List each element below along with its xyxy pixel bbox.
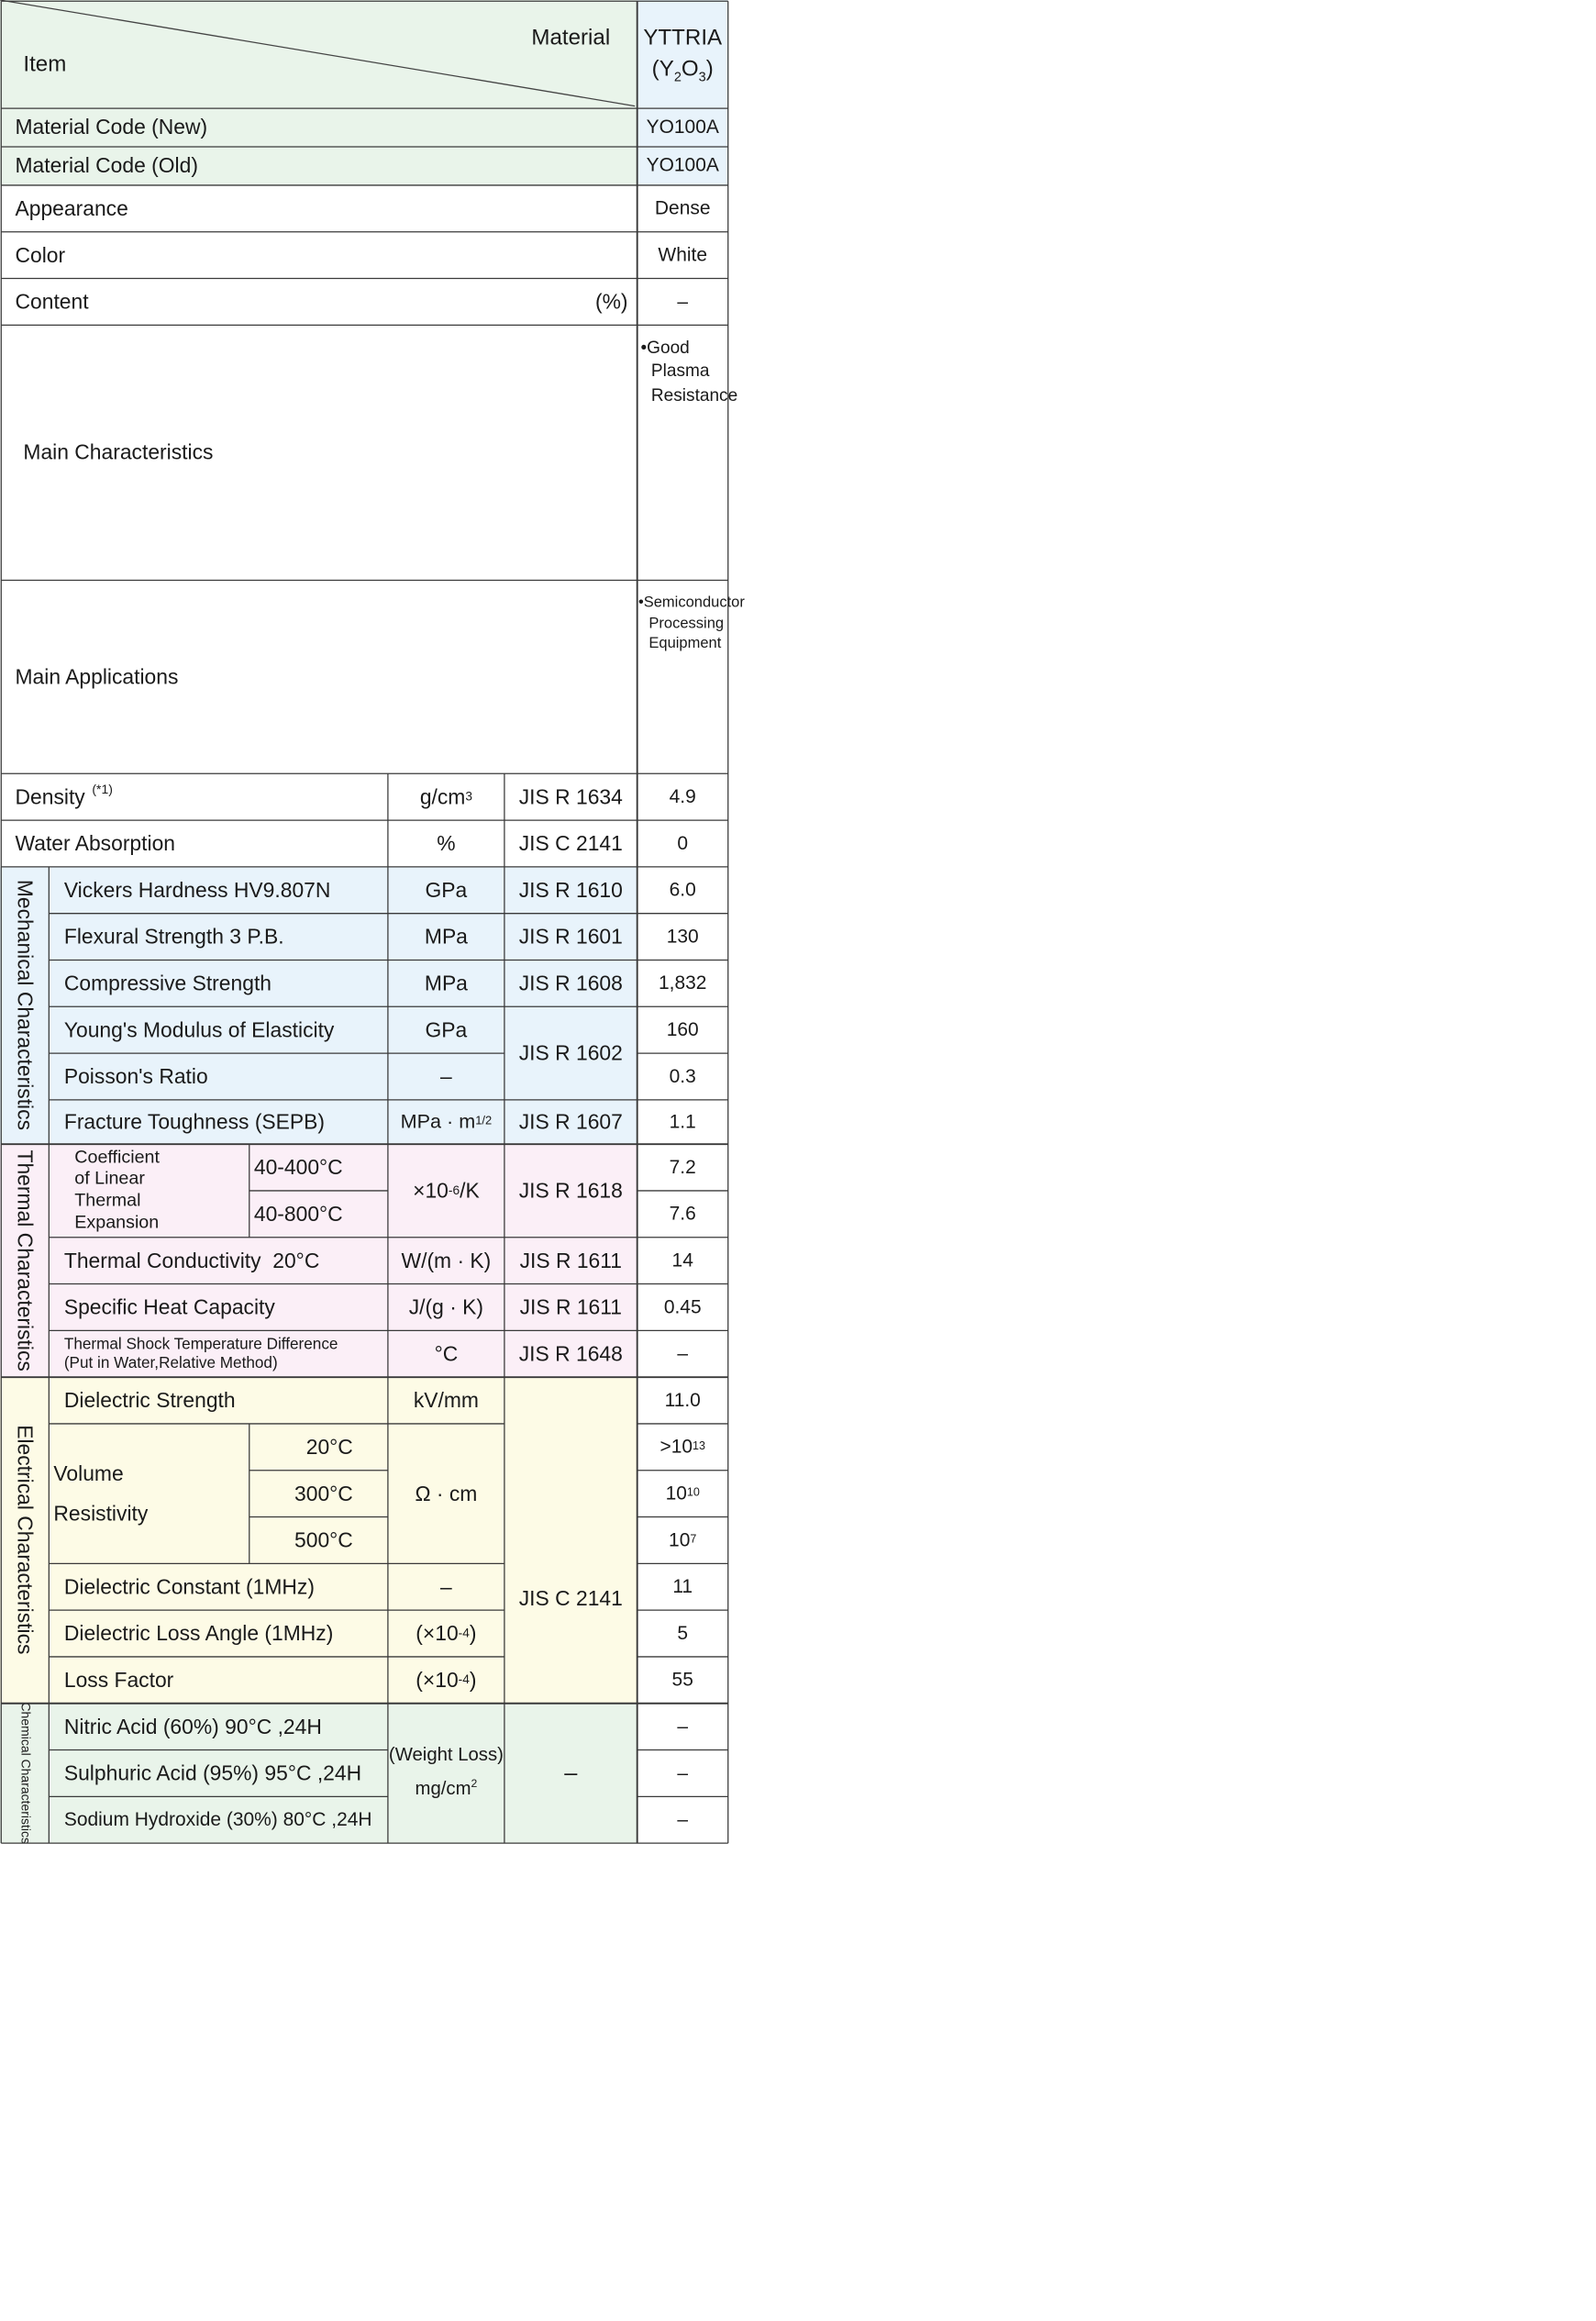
appearance-value: Dense [637,185,728,232]
sodium-hydroxide-label: Sodium Hydroxide (30%) 80°C ,24H [49,1796,388,1843]
main-characteristics-line: Resistance [650,384,738,405]
dielectric-loss-angle-unit: (×10 -4 ) [388,1610,504,1657]
compressive-unit: MPa [388,960,504,1006]
specific-heat-value: 0.45 [637,1284,728,1331]
vickers-method: JIS R 1610 [504,867,637,914]
specific-heat-unit: J/(g · K) [388,1284,504,1331]
dielectric-strength-label: Dielectric Strength [49,1377,388,1424]
poisson-unit: – [388,1053,504,1100]
main-characteristics-label: Main Characteristics [0,325,637,580]
thermal-conductivity-method: JIS R 1611 [504,1238,637,1284]
main-applications-line: Processing [648,613,725,631]
vickers-value: 6.0 [637,867,728,914]
cte-method: JIS R 1618 [504,1144,637,1238]
flexural-unit: MPa [388,914,504,961]
mechanical-section-title: Mechanical Characteristics [0,867,49,1144]
youngs-modulus-value: 160 [637,1006,728,1053]
header-item-label: Item [23,52,67,77]
vickers-unit: GPa [388,867,504,914]
specific-heat-label: Specific Heat Capacity [49,1284,388,1331]
electrical-section-title: Electrical Characteristics [0,1377,49,1704]
thermal-shock-value: – [637,1330,728,1377]
water-absorption-label: Water Absorption [0,820,388,867]
volume-resistivity-value-500: 10 7 [637,1517,728,1564]
sulphuric-acid-label: Sulphuric Acid (95%) 95°C ,24H [49,1750,388,1797]
cte-value-800: 7.6 [637,1191,728,1238]
color-label: Color [0,232,637,279]
youngs-modulus-label: Young's Modulus of Elasticity [49,1006,388,1053]
water-absorption-method: JIS C 2141 [504,820,637,867]
water-absorption-unit: % [388,820,504,867]
compressive-value: 1,832 [637,960,728,1006]
color-value: White [637,232,728,279]
chemical-unit: (Weight Loss) $mg/cm^2$ [388,1704,504,1843]
appearance-label: Appearance [0,185,637,232]
volume-resistivity-temp-300: 300°C [249,1471,388,1517]
sulphuric-acid-value: – [637,1750,728,1797]
content-label: Content [0,279,466,326]
material-code-old-value: YO100A [637,147,728,185]
poisson-label: Poisson's Ratio [49,1053,388,1100]
fracture-toughness-value: 1.1 [637,1100,728,1144]
thermal-shock-label: Thermal Shock Temperature Difference (Put in Water,Relative Method) [49,1330,388,1377]
water-absorption-value: 0 [637,820,728,867]
flexural-value: 130 [637,914,728,961]
thermal-shock-method: JIS R 1648 [504,1330,637,1377]
youngs-poisson-method: JIS R 1602 [504,1006,637,1100]
vickers-label: Vickers Hardness HV9.807N [49,867,388,914]
sodium-hydroxide-value: – [637,1796,728,1843]
volume-resistivity-value-300: 10 10 [637,1471,728,1517]
volume-resistivity-label: Volume Resistivity [49,1424,249,1563]
cte-unit: ×10 -6 /K [388,1144,504,1238]
compressive-method: JIS R 1608 [504,960,637,1006]
volume-resistivity-unit: Ω · cm [388,1424,504,1563]
flexural-method: JIS R 1601 [504,914,637,961]
dielectric-constant-label: Dielectric Constant (1MHz) [49,1563,388,1610]
density-label: Density $^{(*1)}$ [0,773,388,820]
material-code-new-value: YO100A [637,108,728,147]
material-code-new-label: Material Code (New) [0,108,637,147]
cte-range-400: 40-400°C [249,1144,388,1191]
compressive-label: Compressive Strength [49,960,388,1006]
dielectric-loss-angle-label: Dielectric Loss Angle (1MHz) [49,1610,388,1657]
youngs-modulus-unit: GPa [388,1006,504,1053]
main-characteristics-line: Plasma [650,361,710,382]
nitric-acid-label: Nitric Acid (60%) 90°C ,24H [49,1704,388,1750]
chemical-method: – [504,1704,637,1843]
volume-resistivity-temp-20: 20°C [249,1424,388,1471]
volume-resistivity-temp-500: 500°C [249,1517,388,1564]
loss-factor-value: 55 [637,1657,728,1704]
main-applications-line: Equipment [648,633,722,652]
dielectric-strength-unit: kV/mm [388,1377,504,1424]
dielectric-loss-angle-value: 5 [637,1610,728,1657]
fracture-toughness-unit: MPa · m 1/2 [388,1100,504,1144]
cte-value-400: 7.2 [637,1144,728,1191]
volume-resistivity-value-20: >10 13 [637,1424,728,1471]
main-applications-label: Main Applications [0,580,637,773]
content-unit: (%) [466,279,628,326]
cte-label: Coefficient of Linear Thermal Expansion [49,1144,249,1238]
header-material-label: Material [531,26,611,50]
main-characteristics-line: •Good [640,338,690,358]
fracture-toughness-method: JIS R 1607 [504,1100,637,1144]
flexural-label: Flexural Strength 3 P.B. [49,914,388,961]
cte-range-800: 40-800°C [249,1191,388,1238]
table-grid-lines [0,0,932,1864]
chemical-section-title: Chemical Characteristics [0,1704,49,1843]
material-formula: $(Y_2O_3)$ [651,56,714,84]
material-name: YTTRIA [643,25,723,50]
density-value: 4.9 [637,773,728,820]
electrical-method: JIS C 2141 [504,1377,637,1704]
density-unit: g/cm 3 [388,773,504,820]
density-method: JIS R 1634 [504,773,637,820]
nitric-acid-value: – [637,1704,728,1750]
material-code-old-label: Material Code (Old) [0,147,637,185]
loss-factor-label: Loss Factor [49,1657,388,1704]
loss-factor-unit: (×10 -4 ) [388,1657,504,1704]
fracture-toughness-label: Fracture Toughness (SEPB) [49,1100,388,1144]
thermal-conductivity-unit: W/(m · K) [388,1238,504,1284]
main-applications-line: •Semiconductor [637,593,745,611]
thermal-conductivity-value: 14 [637,1238,728,1284]
specific-heat-method: JIS R 1611 [504,1284,637,1331]
poisson-value: 0.3 [637,1053,728,1100]
thermal-section-title: Thermal Characteristics [0,1144,49,1377]
dielectric-strength-value: 11.0 [637,1377,728,1424]
thermal-shock-unit: °C [388,1330,504,1377]
dielectric-constant-unit: – [388,1563,504,1610]
dielectric-constant-value: 11 [637,1563,728,1610]
thermal-conductivity-label: Thermal Conductivity 20°C [49,1238,388,1284]
content-value: – [637,279,728,326]
